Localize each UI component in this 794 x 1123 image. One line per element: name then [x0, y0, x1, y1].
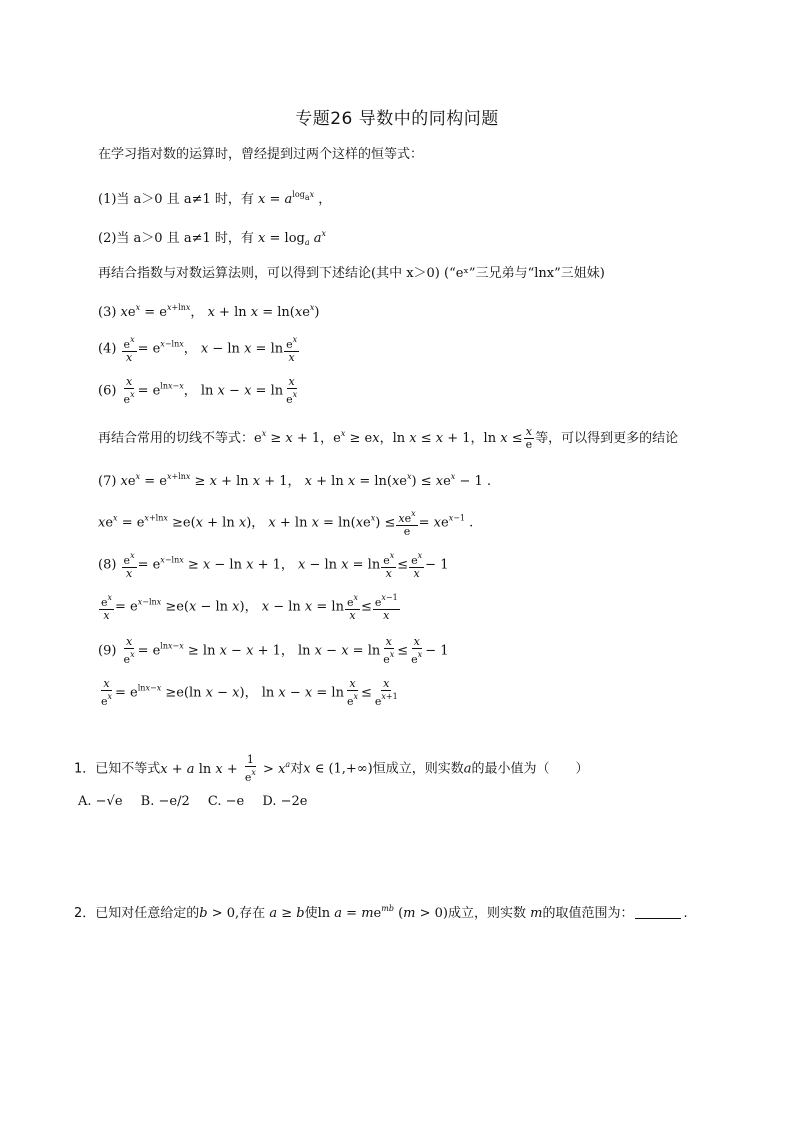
conclusion-8a: (8) $\frac{e^x}{x}$ = $e^{x-lnx} \ge x - \ln x + 1$， x − ln x = ln $\frac{e^x}{x}$ ≤ $\frac{e^x}{x}$ − 1: [98, 551, 449, 580]
question-2-prefix: 2．已知对任意给定的: [74, 906, 200, 921]
option-b[interactable]: B. −e/2: [140, 794, 190, 809]
identity-1: [98, 186, 331, 209]
tangent-text: 再结合常用的切线不等式：: [98, 431, 255, 446]
conclusion-8b: $\frac{e^x}{x}$ = $e^{x-lnx} \ge e(x - \ln x)$， x − ln x = ln $\frac{e^x}{x}$ ≤ $\frac{e^{x-1}}{x}$: [101, 593, 398, 622]
option-a[interactable]: A. −√e: [78, 794, 123, 809]
question-2-end: .: [683, 906, 688, 921]
option-d[interactable]: D. −2e: [262, 794, 308, 809]
question-2-tail: 的取值范围为：: [542, 906, 634, 921]
tangent-tail: 等，可以得到更多的结论: [535, 431, 679, 446]
question-1: 1．已知不等式x + a ln x + $\frac{1}{e^x}$ > $x^a$对x ∈ (1,+∞)恒成立，则实数a的最小值为（ ）: [74, 753, 589, 784]
tangent-line: 再结合常用的切线不等式：$e^x \ge x + 1$，$e^x$ ≥ ex，ln x ≤ x + 1，ln x ≤ $\frac{x}{e}$ 等，可以得到更多的结论: [98, 425, 679, 451]
identity-1-suffix: ，: [318, 192, 332, 207]
conclusion-7b: $xe^x = e^{x+lnx} \ge e(x + \ln x)$， $x + \ln x = \ln(xe^x)$ ≤ $\frac{xe^x}{e}$ = $xe^{x-1}$ .: [98, 509, 474, 538]
question-1-mid: 对: [290, 761, 304, 777]
intro-text: 在学习指对数的运算时，曾经提到过两个这样的恒等式：: [98, 147, 424, 162]
conclusion-3: (3) $xe^x = e^{x+lnx}$， $x + \ln x = \ln(xe^x)$: [98, 303, 320, 320]
identity-2-formula: $x = \log_a a^x$: [258, 229, 327, 247]
question-2: 2．已知对任意给定的b > 0,存在 a ≥ b使$\ln a = me^{mb}$ (m > 0)成立，则实数 m的取值范围为： .: [74, 904, 688, 921]
combine-text: 再结合指数与对数运算法则，可以得到下述结论(其中 x＞0) (“eˣ”三兄弟与“lnx”三姐妹): [98, 266, 605, 281]
identity-2-prefix: (2)当 a＞0 且 a≠1 时，有: [98, 231, 254, 246]
answer-blank[interactable]: [635, 918, 681, 919]
option-c[interactable]: C. −e: [207, 794, 245, 809]
conclusion-4: (4) $\frac{e^x}{x}$ = $e^{x-lnx}$， x − ln x = ln $\frac{e^x}{x}$: [98, 335, 298, 364]
identity-1-formula: $x = a^{log_ax}$: [258, 190, 315, 207]
question-1-prefix: 1．已知不等式: [74, 761, 161, 777]
question-1-tail: 的最小值为（ ）: [471, 761, 589, 777]
page-title: 专题26 导数中的同构问题: [295, 109, 499, 129]
conclusion-6: (6) $\frac{x}{e^x}$ = $e^{lnx-x}$， ln x − x = ln $\frac{x}{e^x}$: [98, 375, 298, 406]
conclusion-9b: $\frac{x}{e^x}$ = $e^{lnx-x} \ge e(\ln$ x − x)， ln x − x = ln $\frac{x}{e^x}$ ≤ $\frac{x}{e^{x+1}}$: [101, 677, 398, 708]
question-1-options: [78, 794, 321, 809]
identity-1-prefix: (1)当 a＞0 且 a≠1 时，有: [98, 192, 254, 207]
conclusion-9a: (9) $\frac{x}{e^x}$ = $e^{lnx-x} \ge \ln x - x + 1$， ln x − x = ln $\frac{x}{e^x}$ ≤ $\frac{x}{e^x}$ − 1: [98, 635, 449, 666]
identity-2: [98, 225, 326, 252]
question-2-mid: 使: [304, 906, 318, 921]
conclusion-7a: (7) $xe^x = e^{x+lnx} \ge x + \ln x + 1$， $x + \ln x = \ln(xe^x) \le xe^x - 1$ .: [98, 472, 492, 489]
question-1-cond: 恒成立，则实数: [372, 761, 464, 777]
